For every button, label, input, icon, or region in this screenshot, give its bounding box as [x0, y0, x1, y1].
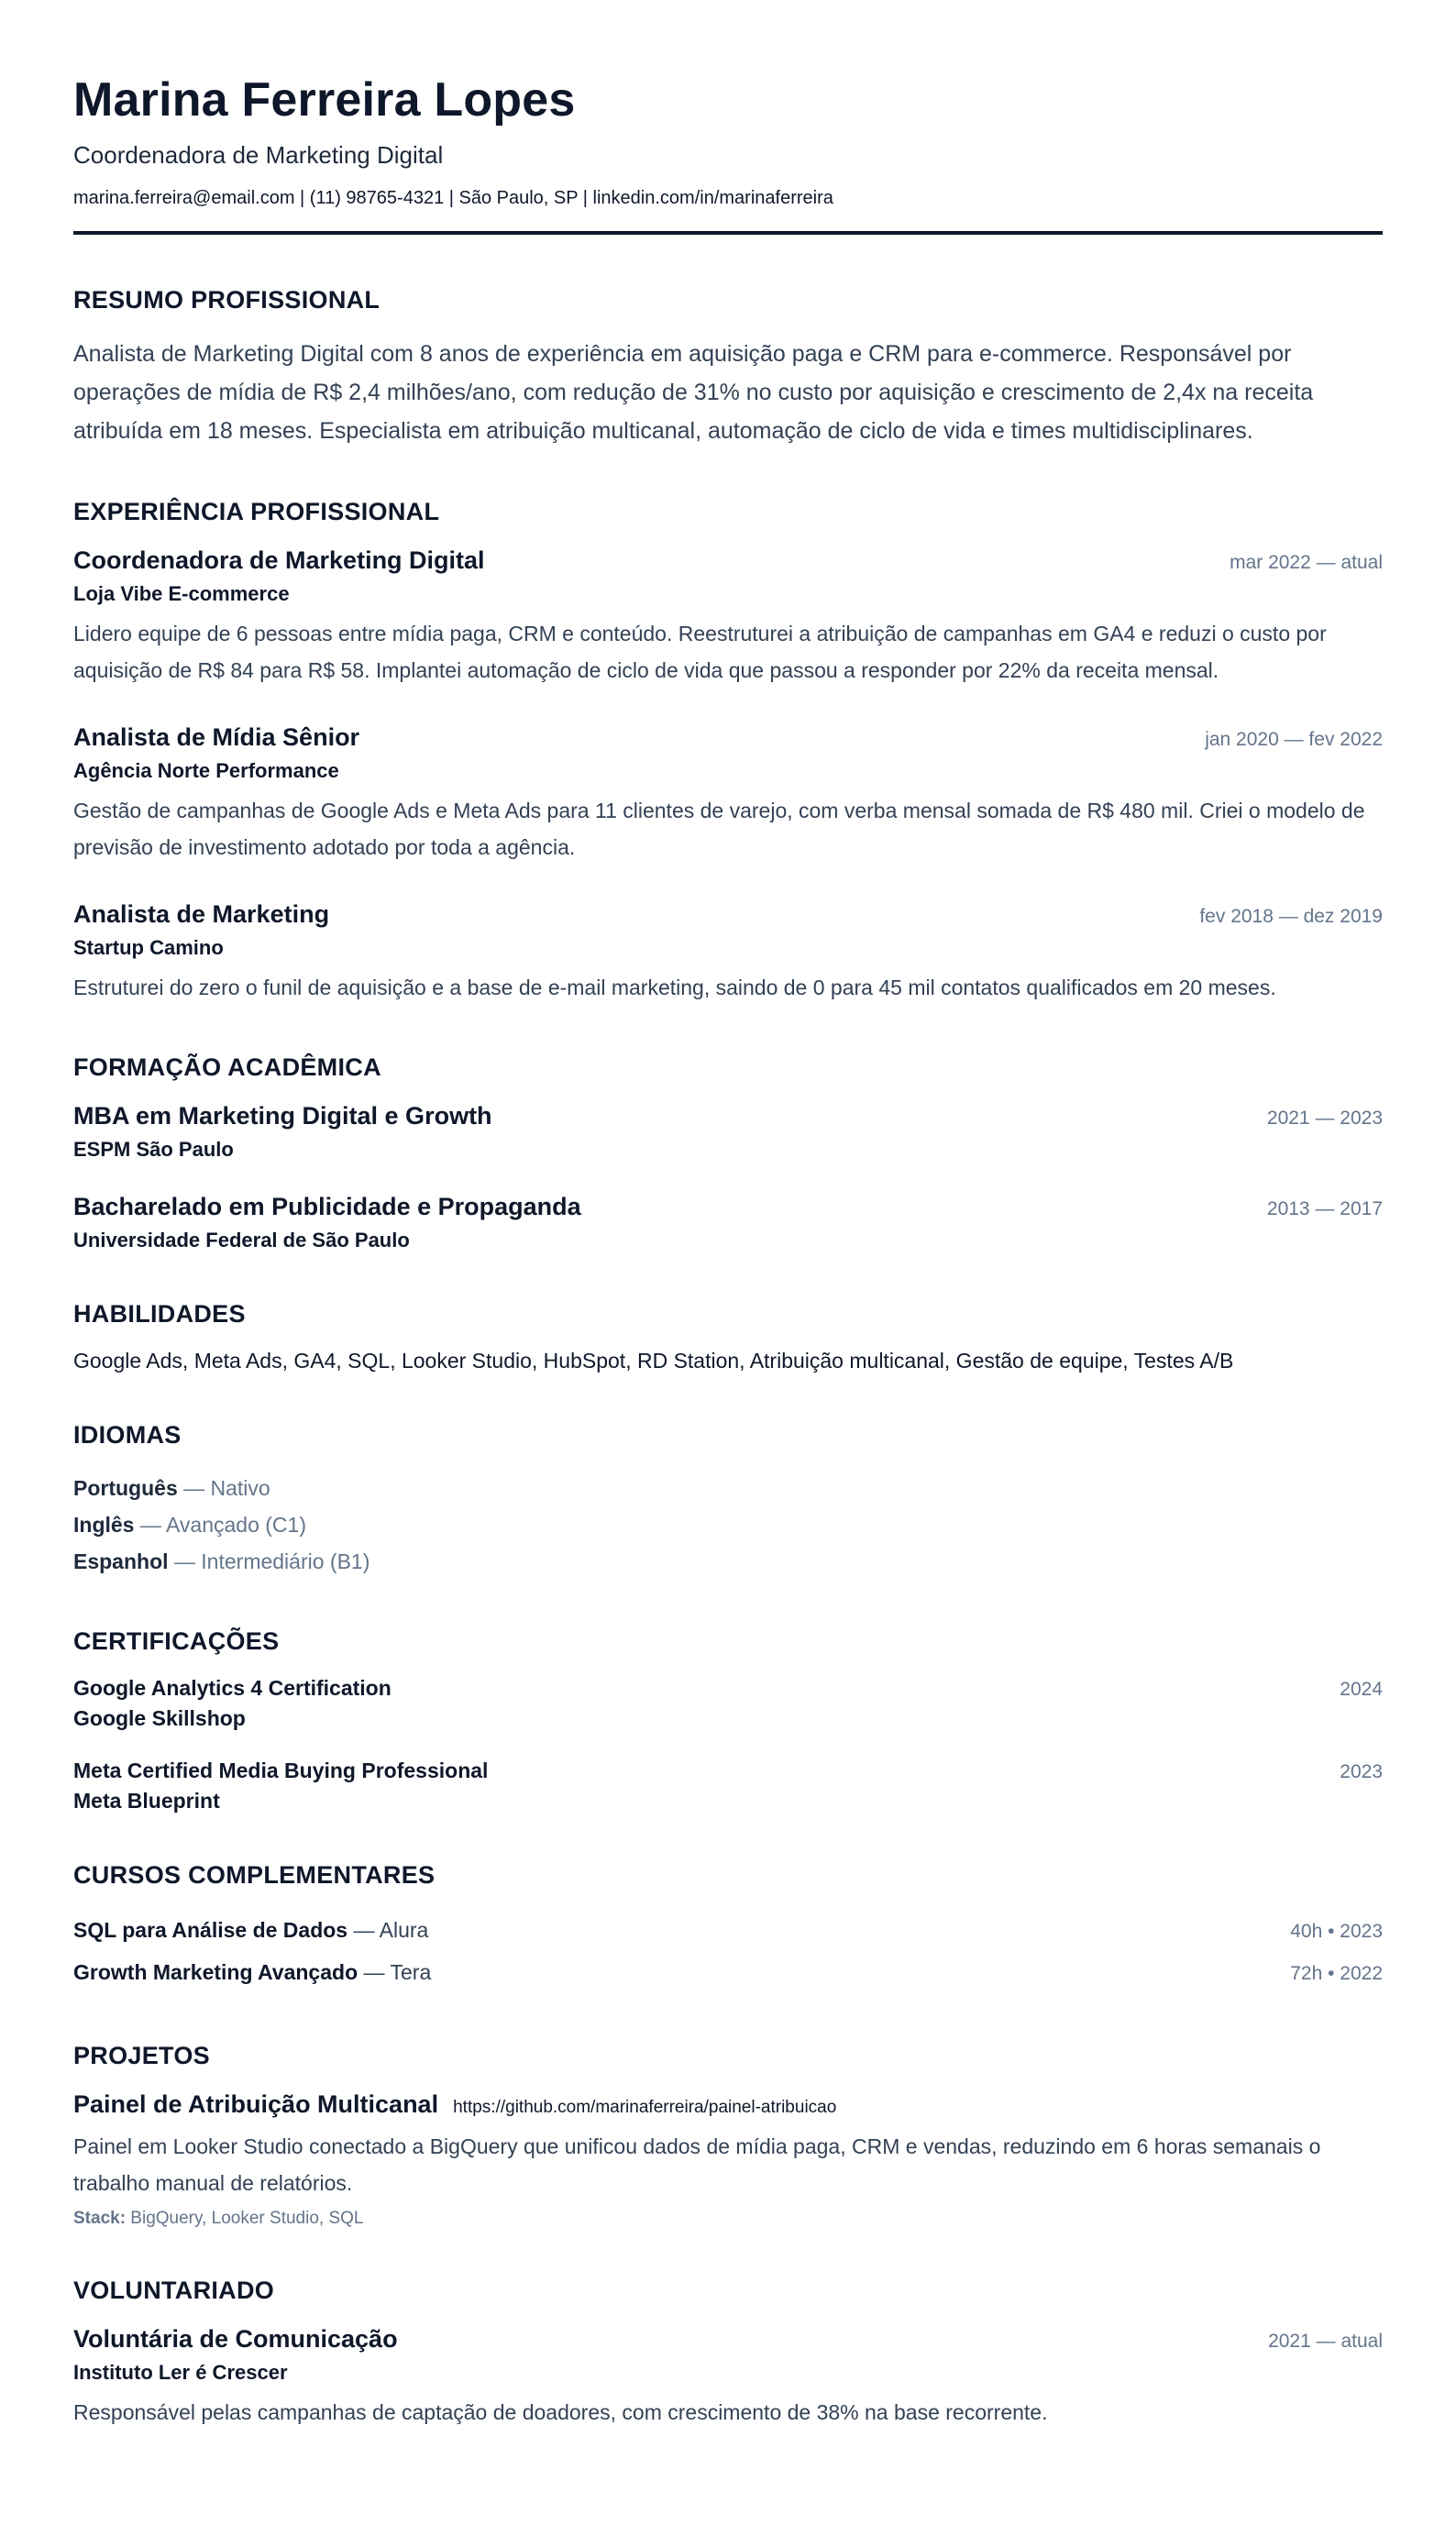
section-title: IDIOMAS	[73, 1421, 182, 1450]
section-title: HABILIDADES	[73, 1300, 246, 1329]
skills-list: Google Ads, Meta Ads, GA4, SQL, Looker Studio, HubSpot, RD Station, Atribuição multicanal, Gestão de equipe, Testes A/B	[73, 1349, 1234, 1373]
certification-entry	[73, 1759, 1383, 1814]
job-dates: jan 2020 — fev 2022	[1205, 729, 1383, 751]
section-title: EXPERIÊNCIA PROFISSIONAL	[73, 498, 440, 526]
course-item	[73, 1952, 1383, 1994]
projects-section	[73, 2042, 1383, 2229]
summary-text: Analista de Marketing Digital com 8 anos de experiência em aquisição paga e CRM para e-commerce. Responsável por operações de mídia de R$ 2,4 milhões/ano, com redução de 31% no custo por aquisição e crescimento de 2,4x na receita atribuída em 18 meses. Especialista em atribuição multicanal, automação de ciclo de vida e times multidisciplinares.	[73, 341, 1314, 445]
resume-header	[73, 73, 1383, 235]
job-dates: mar 2022 — atual	[1230, 552, 1383, 574]
company-name: Agência Norte Performance	[73, 759, 339, 783]
language-item	[73, 1543, 1383, 1580]
stack-label: Stack:	[73, 2209, 127, 2229]
volunteering-section	[73, 2277, 1383, 2431]
entry-header	[73, 1193, 1383, 1221]
degree-name: Bacharelado em Publicidade e Propaganda	[73, 1193, 581, 1221]
job-title: Analista de Marketing	[73, 900, 330, 929]
education-entry	[73, 1193, 1383, 1252]
volunteer-dates: 2021 — atual	[1268, 2331, 1383, 2353]
education-dates: 2013 — 2017	[1266, 1198, 1383, 1220]
volunteer-description: Responsável pelas campanhas de captação de doadores, com crescimento de 38% na base recorrente.	[73, 2400, 1048, 2425]
course-label	[73, 1910, 428, 1950]
entry-header	[73, 1676, 1383, 1701]
candidate-headline: Coordenadora de Marketing Digital	[73, 141, 444, 170]
experience-section	[73, 498, 1383, 1006]
project-description: Painel em Looker Studio conectado a BigQuery que unificou dados de mídia paga, CRM e vendas, reduzindo em 6 horas semanais o trabalho manual de relatórios.	[73, 2134, 1321, 2196]
language-item	[73, 1506, 1383, 1543]
experience-entry	[73, 723, 1383, 866]
header-divider	[73, 231, 1383, 235]
entry-header	[73, 1759, 1383, 1783]
summary-section	[73, 286, 1383, 450]
project-name: Painel de Atribuição Multicanal	[73, 2090, 439, 2119]
skills-section	[73, 1300, 1383, 1373]
section-title: CERTIFICAÇÕES	[73, 1627, 280, 1656]
job-title: Coordenadora de Marketing Digital	[73, 546, 485, 575]
section-title: VOLUNTARIADO	[73, 2277, 275, 2305]
language-name: Português	[73, 1476, 178, 1501]
language-level: — Intermediário (B1)	[168, 1549, 370, 1574]
stack-list: BigQuery, Looker Studio, SQL	[126, 2209, 364, 2229]
course-provider: — Alura	[347, 1918, 429, 1943]
education-dates: 2021 — 2023	[1266, 1108, 1383, 1130]
language-name: Inglês	[73, 1513, 135, 1538]
certification-entry	[73, 1676, 1383, 1731]
education-section	[73, 1053, 1383, 1252]
job-description: Gestão de campanhas de Google Ads e Meta Ads para 11 clientes de varejo, com verba mensal somada de R$ 480 mil. Criei o modelo de previsão de investimento adotado por toda a agência.	[73, 799, 1365, 860]
entry-header	[73, 900, 1383, 929]
certification-issuer: Google Skillshop	[73, 1706, 246, 1731]
job-title: Analista de Mídia Sênior	[73, 723, 360, 752]
education-entry	[73, 1102, 1383, 1162]
course-label	[73, 1952, 431, 1992]
school-name: Universidade Federal de São Paulo	[73, 1229, 410, 1252]
course-provider: — Tera	[358, 1960, 432, 1985]
experience-entry	[73, 546, 1383, 689]
volunteering-entry	[73, 2325, 1383, 2431]
project-link[interactable]: https://github.com/marinaferreira/painel-atribuicao	[453, 2098, 837, 2118]
job-dates: fev 2018 — dez 2019	[1199, 906, 1383, 928]
degree-name: MBA em Marketing Digital e Growth	[73, 1102, 492, 1130]
project-stack	[73, 2209, 1383, 2229]
section-title: RESUMO PROFISSIONAL	[73, 286, 381, 314]
course-item	[73, 1910, 1383, 1952]
section-title: PROJETOS	[73, 2042, 210, 2070]
language-name: Espanhol	[73, 1549, 169, 1574]
section-title: CURSOS COMPLEMENTARES	[73, 1861, 436, 1890]
certification-year: 2024	[1340, 1679, 1383, 1701]
school-name: ESPM São Paulo	[73, 1138, 234, 1162]
job-description: Estruturei do zero o funil de aquisição e a base de e-mail marketing, saindo de 0 para 45 mil contatos qualificados em 20 meses.	[73, 976, 1276, 1000]
experience-entry	[73, 900, 1383, 1006]
language-level: — Avançado (C1)	[134, 1513, 306, 1538]
job-description: Lidero equipe de 6 pessoas entre mídia paga, CRM e conteúdo. Reestruturei a atribuição de campanhas em GA4 e reduzi o custo por aquisição de R$ 84 para R$ 58. Implantei automação de ciclo de vida que passou a responder por 22% da receita mensal.	[73, 622, 1327, 683]
candidate-name: Marina Ferreira Lopes	[73, 73, 576, 127]
section-title: FORMAÇÃO ACADÊMICA	[73, 1053, 381, 1082]
entry-header	[73, 546, 1383, 575]
entry-header	[73, 1102, 1383, 1130]
language-level: — Nativo	[177, 1476, 270, 1501]
contact-line: marina.ferreira@email.com | (11) 98765-4321 | São Paulo, SP | linkedin.com/in/marinaferreira	[73, 188, 833, 209]
language-item	[73, 1470, 1383, 1506]
course-meta: 40h • 2023	[1290, 1921, 1383, 1943]
project-header	[73, 2090, 1383, 2119]
certification-name: Meta Certified Media Buying Professional	[73, 1759, 489, 1783]
volunteer-role: Voluntária de Comunicação	[73, 2325, 398, 2354]
entry-header	[73, 723, 1383, 752]
company-name: Loja Vibe E-commerce	[73, 582, 290, 606]
certification-issuer: Meta Blueprint	[73, 1789, 220, 1814]
course-name: SQL para Análise de Dados	[73, 1918, 348, 1943]
entry-header	[73, 2325, 1383, 2354]
certification-name: Google Analytics 4 Certification	[73, 1676, 392, 1701]
course-meta: 72h • 2022	[1290, 1963, 1383, 1985]
certifications-section	[73, 1627, 1383, 1814]
volunteer-organization: Instituto Ler é Crescer	[73, 2361, 288, 2385]
courses-section	[73, 1861, 1383, 1994]
project-entry	[73, 2090, 1383, 2229]
company-name: Startup Camino	[73, 936, 224, 960]
course-name: Growth Marketing Avançado	[73, 1960, 358, 1985]
languages-section	[73, 1421, 1383, 1580]
certification-year: 2023	[1340, 1761, 1383, 1783]
